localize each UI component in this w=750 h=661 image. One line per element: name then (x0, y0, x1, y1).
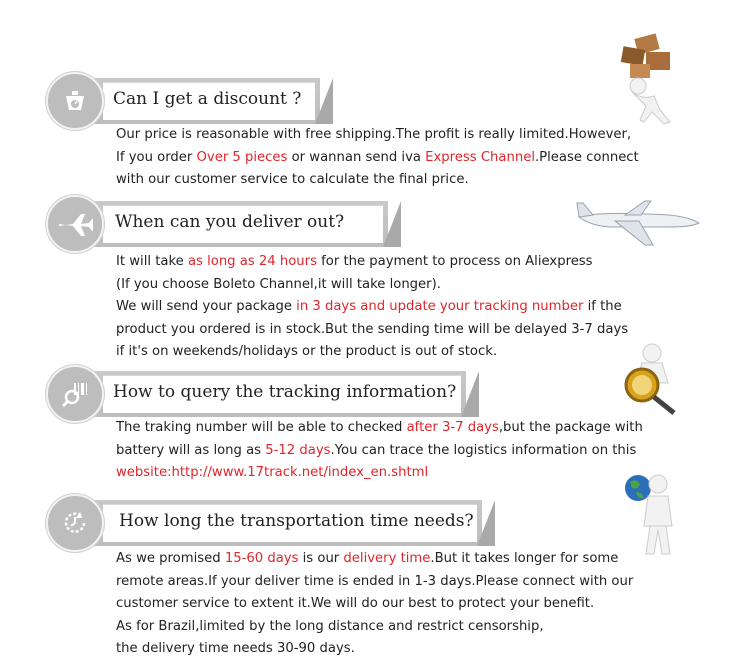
body-text-segment: It will take (116, 254, 188, 269)
body-line (116, 593, 633, 616)
body-line (116, 319, 628, 342)
banner-fold (477, 500, 495, 546)
highlight-text: as long as 24 hours (187, 254, 317, 269)
highlight-text: delivery time (343, 551, 431, 566)
banner-fold (383, 201, 401, 247)
body-text-segment: battery will as long as (116, 442, 266, 458)
body-line (116, 417, 643, 440)
section-body (116, 124, 639, 192)
body-line (116, 124, 639, 147)
body-text-segment: product you ordered is in stock.But the sending time will be delayed 3-7 days (116, 321, 629, 337)
body-line (116, 169, 639, 192)
highlight-text: 15-60 days (224, 551, 299, 566)
body-text-segment: or wannan send iva (287, 149, 426, 165)
body-text-segment: .Please connect (534, 149, 639, 165)
airplane-illustration-icon (575, 195, 705, 254)
scale-icon (46, 72, 104, 130)
section-title: Can I get a discount ? (113, 89, 302, 109)
body-line (116, 341, 628, 364)
highlight-text: website:http://www.17track.net/index_en.shtml (116, 465, 429, 480)
highlight-text: 5-12 days (265, 442, 331, 458)
body-line (116, 638, 633, 661)
magnifier-person-icon (612, 343, 692, 422)
section-body (116, 417, 643, 485)
section-title: When can you deliver out? (115, 212, 345, 232)
body-text-segment: remote areas.If your deliver time is ended in 1-3 days.Please connect with our (116, 573, 634, 589)
body-text-segment: is our (298, 551, 344, 566)
section-body (116, 251, 628, 364)
highlight-text: Express Channel (425, 149, 535, 165)
section-body (116, 548, 633, 661)
globe-person-icon (622, 468, 692, 562)
body-text-segment: The traking number will be able to checked (116, 420, 407, 435)
body-line (116, 147, 639, 170)
body-line (116, 462, 643, 485)
section-title: How to query the tracking information? (113, 382, 457, 402)
body-line (116, 440, 643, 463)
body-line (116, 616, 633, 639)
airplane-icon (46, 195, 104, 253)
body-line (116, 548, 633, 571)
body-text-segment: with our customer service to calculate the final price. (116, 172, 469, 187)
highlight-text: after 3-7 days (406, 420, 499, 435)
body-text-segment: As for Brazil,limited by the long distance and restrict censorship, (116, 618, 544, 634)
body-line (116, 251, 628, 274)
body-text-segment: customer service to extent it.We will do our best to protect your benefit. (116, 596, 595, 611)
body-text-segment: if the (583, 299, 622, 314)
body-text-segment: As we promised (116, 551, 225, 566)
highlight-text: Over 5 pieces (196, 149, 288, 165)
body-text-segment: ,but the package with (498, 420, 643, 435)
clock-refresh-icon (46, 494, 104, 552)
body-line (116, 296, 628, 319)
banner-fold (315, 78, 333, 124)
section-title: How long the transportation time needs? (119, 511, 474, 531)
body-text-segment: (If you choose Boleto Channel,it will take longer). (116, 276, 441, 292)
body-text-segment: .But it takes longer for some (430, 551, 619, 566)
body-text-segment: Our price is reasonable with free shipping.The profit is really limited.However, (116, 127, 632, 142)
highlight-text: in 3 days and update your tracking number (296, 299, 584, 314)
search-barcode-icon (46, 365, 104, 423)
body-text-segment: if it's on weekends/holidays or the product is out of stock. (116, 344, 498, 359)
body-text-segment: If you order (116, 149, 197, 165)
body-text-segment: We will send your package (116, 299, 297, 314)
banner-fold (461, 371, 479, 417)
body-text-segment: the delivery time needs 30-90 days. (116, 641, 355, 656)
person-carrying-boxes-icon (600, 30, 690, 129)
body-text-segment: for the payment to process on Aliexpress (316, 254, 593, 269)
body-line (116, 274, 628, 297)
body-text-segment: .You can trace the logistics information on this (330, 442, 637, 458)
body-line (116, 571, 633, 594)
